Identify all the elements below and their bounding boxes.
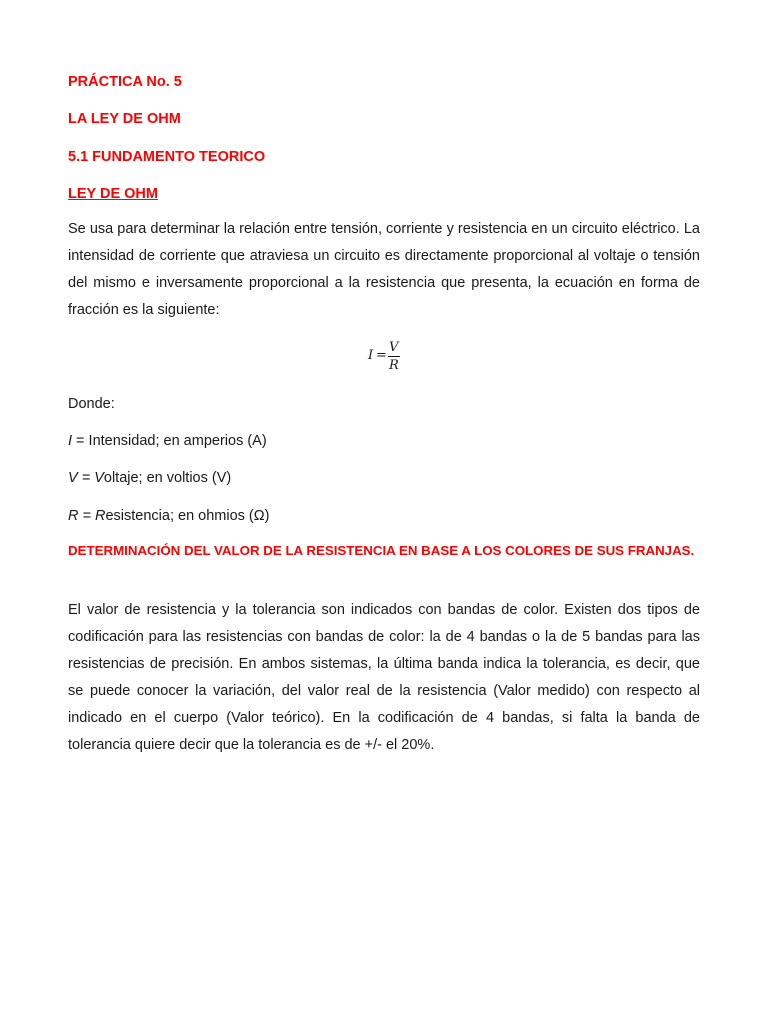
fraction-bar xyxy=(388,356,400,357)
subsection-heading: LEY DE OHM xyxy=(68,186,158,202)
definition-text: = Intensidad; en amperios (A) xyxy=(72,433,267,449)
formula-numerator: V xyxy=(389,340,399,355)
formula-lhs: I xyxy=(368,348,374,363)
definition-symbol: R = R xyxy=(68,508,106,524)
donde-label: Donde: xyxy=(68,396,115,412)
definition-symbol: I xyxy=(68,433,73,449)
title-heading: LA LEY DE OHM xyxy=(68,111,181,127)
formula-denominator: R xyxy=(389,358,399,373)
formula-equals: = xyxy=(376,348,387,363)
color-section-heading: DETERMINACIÓN DEL VALOR DE LA RESISTENCIA EN BASE A LOS COLORES DE SUS FRANJAS. xyxy=(68,543,695,558)
definition-resistance xyxy=(68,507,269,525)
color-paragraph: El valor de resistencia y la tolerancia son indicados con bandas de color. Existen dos tipos de codificación para las resistencias con bandas de color: la de 4 bandas o la de 5 bandas para las resistencias de precisión. En ambos sistemas, la última banda indica la tolerancia, es decir, que se puede conocer la variación, del valor real de la resistencia (Valor medido) con respecto al indicado en el cuerpo (Valor teórico). En la codificación de 4 bandas, si falta la banda de tolerancia quiere decir que la tolerancia es de +/- el 20%. xyxy=(68,602,700,753)
definition-voltage xyxy=(68,469,231,487)
section-heading: 5.1 FUNDAMENTO TEORICO xyxy=(68,149,266,165)
definition-intensity xyxy=(68,432,267,450)
definition-text: esistencia; en ohmios (Ω) xyxy=(105,508,270,524)
definition-symbol: V = V xyxy=(68,470,104,486)
ohm-formula xyxy=(368,340,408,376)
definition-text: oltaje; en voltios (V) xyxy=(103,470,232,486)
intro-paragraph: Se usa para determinar la relación entre tensión, corriente y resistencia en un circuito eléctrico. La intensidad de corriente que atraviesa un circuito es directamente proporcional al voltaje o tensión del mismo e inversamente proporcional a la resistencia que presenta, la ecuación en forma de fracción es la siguiente: xyxy=(68,221,700,318)
practice-heading: PRÁCTICA No. 5 xyxy=(68,74,182,90)
